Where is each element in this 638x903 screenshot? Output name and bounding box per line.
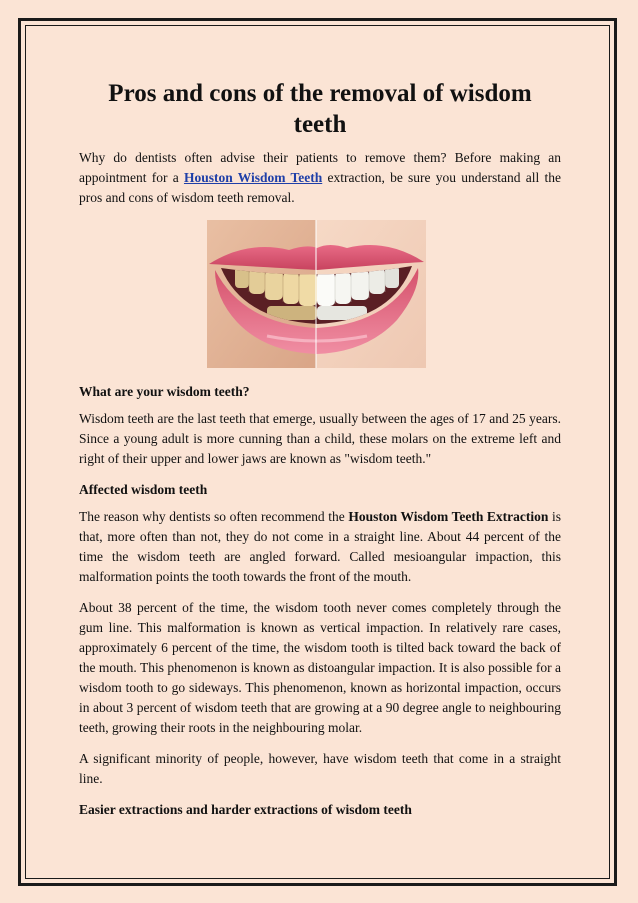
section-heading-affected: Affected wisdom teeth bbox=[79, 482, 208, 497]
section-heading-extractions: Easier extractions and harder extractions of wisdom teeth bbox=[79, 802, 412, 817]
houston-wisdom-teeth-link[interactable]: Houston Wisdom Teeth bbox=[183, 170, 323, 185]
smile-teeth-whitening-image bbox=[207, 220, 426, 368]
affected-text-before: The reason why dentists so often recommend the bbox=[79, 509, 349, 524]
section-heading-wisdom-teeth: What are your wisdom teeth? bbox=[79, 384, 250, 399]
intro-text-after: extraction, be sure you understand all the pros and cons of wisdom teeth removal. bbox=[79, 170, 561, 205]
section-paragraph-wisdom-teeth: Wisdom teeth are the last teeth that emerge, usually between the ages of 17 and 25 years. Since a young adult is more cunning than a child, these molars on the extreme left and right of their upper and lower jaws are known as "wisdom teeth." bbox=[79, 411, 561, 466]
document-title: Pros and cons of the removal of wisdom teeth bbox=[108, 80, 532, 138]
affected-bold-term: Houston Wisdom Teeth Extraction bbox=[348, 509, 549, 524]
affected-text-after: is that, more often than not, they do not come in a straight line. About 44 percent of the time the wisdom teeth are angled forward. Called mesioangular impaction, this malformation points the tooth towards the front of the mouth. bbox=[79, 509, 561, 584]
affected-paragraph-3: A significant minority of people, however, have wisdom teeth that come in a straight line. bbox=[79, 751, 561, 786]
affected-paragraph-2: About 38 percent of the time, the wisdom tooth never comes completely through the gum line. This malformation is known as vertical impaction. In relatively rare cases, approximately 6 percent of the time, the wisdom tooth is tilted back toward the back of the mouth. This phenomenon is known as distoangular impaction. It is also possible for a wisdom tooth to go sideways. This phenomenon, known as horizontal impaction, occurs in about 3 percent of wisdom teeth that are growing at a 90 degree angle to neighbouring teeth, growing their roots in the neighbouring molar. bbox=[79, 600, 561, 735]
document-body bbox=[79, 78, 561, 827]
affected-paragraph-1 bbox=[79, 507, 561, 587]
intro-paragraph bbox=[79, 148, 561, 208]
intro-text-before: Why do dentists often advise their patients to remove them? Before making an appointment for a bbox=[79, 150, 561, 185]
